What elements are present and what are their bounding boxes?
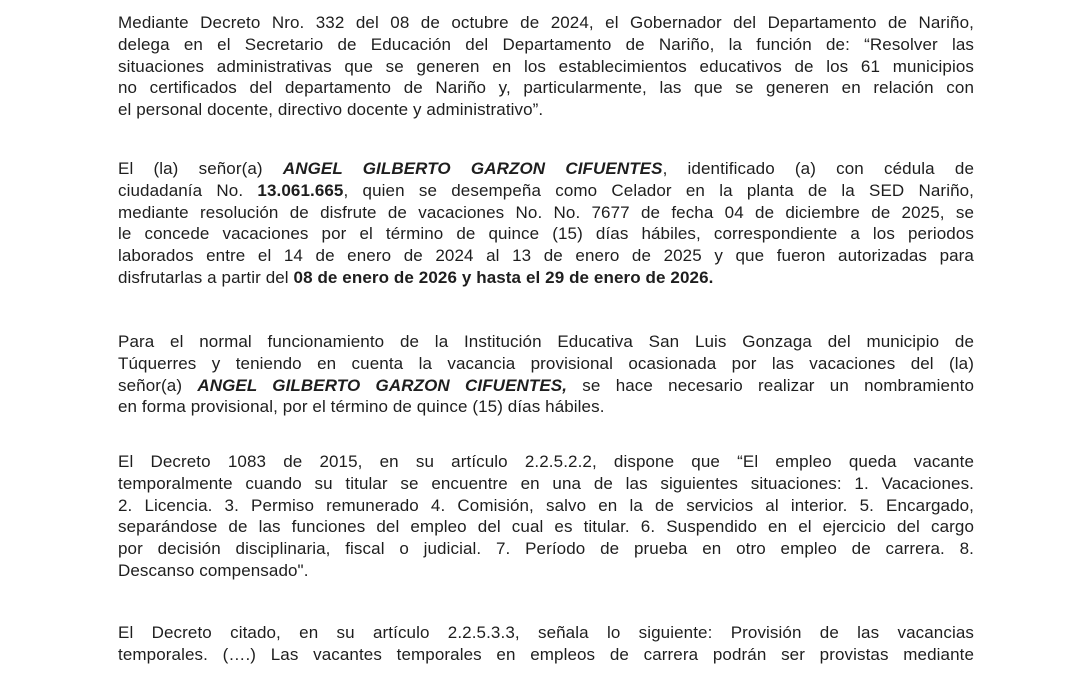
- text-line: Túquerres y teniendo en cuenta la vacancia provisional ocasionada por las vacaciones del (la): [118, 353, 974, 373]
- text-line: delega en el Secretario de Educación del Departamento de Nariño, la función de: “Resolver las: [118, 34, 974, 54]
- vacation-dates: 08 de enero de 2026 y hasta el 29 de enero de 2026.: [293, 267, 714, 287]
- text-line: El (la) señor(a) ANGEL GILBERTO GARZON CIFUENTES, identificado (a) con cédula de: [118, 159, 974, 178]
- text-line: laborados entre el 14 de enero de 2024 al 13 de enero de 2025 y que fueron autorizadas para: [118, 246, 974, 266]
- text-line: El Decreto 1083 de 2015, en su artículo 2.2.5.2.2, dispone que “El empleo queda vacante: [118, 452, 974, 471]
- text-line: Descanso compensado".: [118, 560, 309, 580]
- text-line: señor(a) ANGEL GILBERTO GARZON CIFUENTES, se hace necesario realizar un nombramiento: [118, 375, 974, 395]
- employee-name: ANGEL GILBERTO GARZON CIFUENTES: [282, 159, 663, 178]
- text-line: Para el normal funcionamiento de la Institución Educativa San Luis Gonzaga del municipio de: [118, 332, 974, 351]
- paragraph-vacation-grant: [118, 158, 974, 289]
- text-line: temporales. (….) Las vacantes temporales en empleos de carrera podrán ser provistas mediante: [118, 644, 974, 664]
- paragraph-decree-delegation: [118, 12, 974, 121]
- text-line: por decisión disciplinaria, fiscal o judicial. 7. Período de prueba en otro empleo de carrera. 8.: [118, 539, 974, 559]
- text-line: 2. Licencia. 3. Permiso remunerado 4. Comisión, salvo en la de servicios al interior. 5. Encargado,: [118, 495, 974, 515]
- text-line: Mediante Decreto Nro. 332 del 08 de octubre de 2024, el Gobernador del Departamento de Nariño,: [118, 13, 974, 32]
- text-line: no certificados del departamento de Nariño y, particularmente, las que se generen en relación con: [118, 78, 974, 98]
- text-line: el personal docente, directivo docente y administrativo”.: [118, 100, 544, 120]
- text-line: mediante resolución de disfrute de vacaciones No. No. 7677 de fecha 04 de diciembre de 2025, se: [118, 202, 974, 222]
- paragraph-decree-1083-vacancy: [118, 451, 974, 582]
- text-line: temporalmente cuando su titular se encuentre en una de las siguientes situaciones: 1. Vacaciones.: [118, 473, 974, 493]
- text-line: situaciones administrativas que se generen en los establecimientos educativos de los 61 municipios: [118, 56, 974, 76]
- text-line: en forma provisional, por el término de quince (15) días hábiles.: [118, 397, 605, 417]
- paragraph-provisional-appointment: [118, 331, 974, 418]
- text-line: le concede vacaciones por el término de quince (15) días hábiles, correspondiente a los periodos: [118, 224, 974, 244]
- text-line: disfrutarlas a partir del 08 de enero de 2026 y hasta el 29 de enero de 2026.: [118, 267, 714, 287]
- text-line: ciudadanía No. 13.061.665, quien se desempeña como Celador en la planta de la SED Nariño,: [118, 180, 975, 200]
- employee-name: ANGEL GILBERTO GARZON CIFUENTES,: [197, 375, 568, 395]
- text-line: separándose de las funciones del empleo del cual es titular. 6. Suspendido en el ejercicio del cargo: [118, 517, 974, 537]
- id-number: 13.061.665: [257, 180, 344, 200]
- paragraph-temporary-vacancies: [118, 622, 974, 666]
- text-line: El Decreto citado, en su artículo 2.2.5.3.3, señala lo siguiente: Provisión de las vacancias: [118, 623, 974, 642]
